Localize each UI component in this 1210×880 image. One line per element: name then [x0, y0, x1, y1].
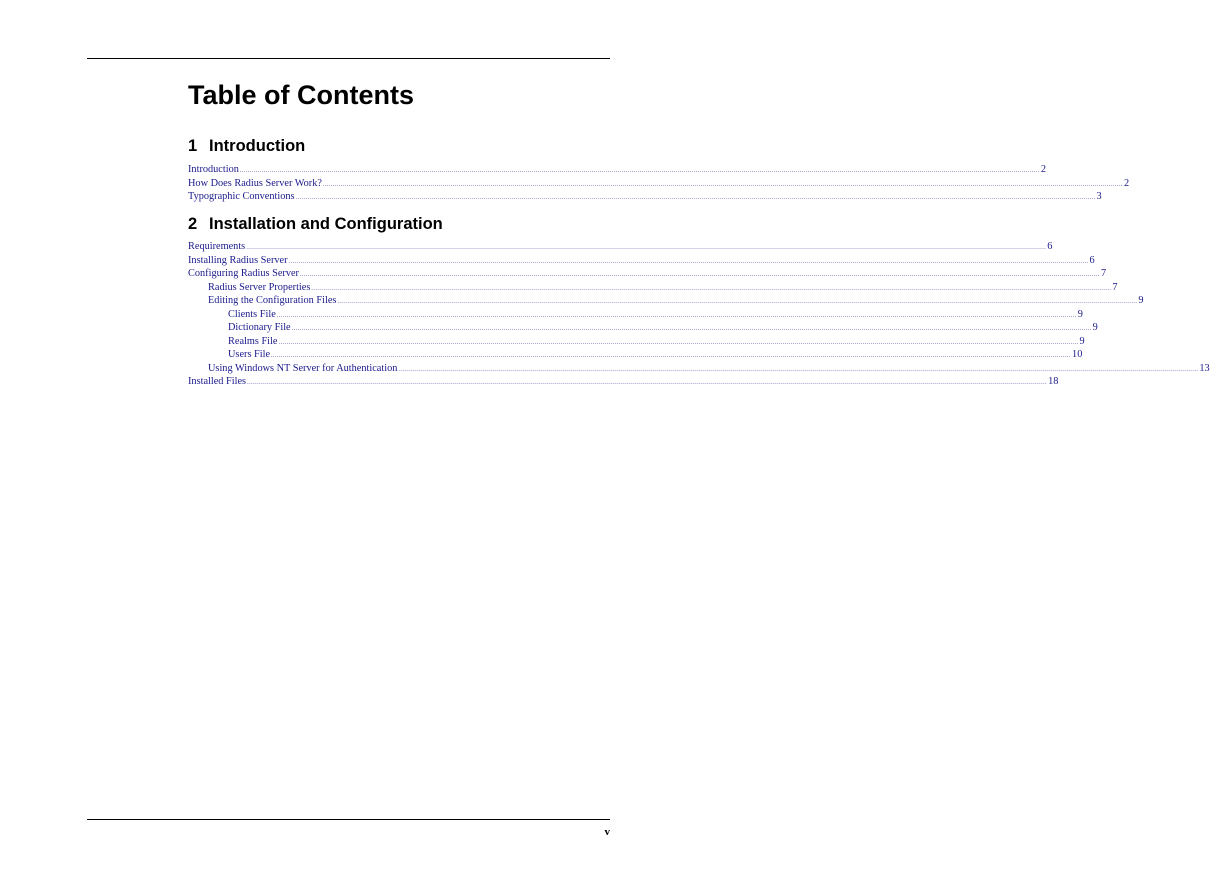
toc-entry-page: 9 — [1138, 295, 1144, 306]
chapter-heading-installation — [188, 215, 443, 234]
toc-entry-page: 10 — [1072, 349, 1083, 360]
toc-entry-page: 2 — [1040, 164, 1047, 175]
leader-dots: ................................................................................................................................................................................................................................................................................................................................................................................................................ — [276, 312, 1077, 319]
page-title: Table of Contents — [188, 80, 414, 110]
leader-dots: ................................................................................................................................................................................................................................................................................................................................................................................................................ — [398, 366, 1199, 373]
leader-dots: ................................................................................................................................................................................................................................................................................................................................................................................................................ — [295, 195, 1096, 201]
leader-dots: ................................................................................................................................................................................................................................................................................................................................................................................................................ — [337, 299, 1138, 305]
chapter-title: Introduction — [209, 137, 306, 155]
toc-entry-page: 9 — [1092, 322, 1098, 333]
toc-entry-label: Editing the Configuration Files — [208, 295, 337, 306]
chapter-number: 1 — [188, 137, 198, 155]
toc-entry[interactable] — [188, 294, 1144, 308]
toc-entry-label: Dictionary File — [228, 322, 291, 333]
toc-entry[interactable] — [188, 348, 1083, 362]
toc-entry[interactable] — [188, 163, 1047, 177]
toc-entry-label: Users File — [228, 349, 271, 360]
toc-entry[interactable] — [188, 362, 1210, 376]
toc-entry-label: Introduction — [188, 164, 239, 175]
toc-entry[interactable] — [188, 308, 1083, 322]
toc-entry-label: Installed Files — [188, 376, 247, 387]
toc-entry-label: Realms File — [228, 335, 278, 347]
toc-entry-label: Requirements — [188, 241, 246, 252]
toc-entry-label: Typographic Conventions — [188, 191, 295, 202]
footer-rule — [87, 819, 610, 820]
leader-dots: ................................................................................................................................................................................................................................................................................................................................................................................................................ — [278, 339, 1079, 346]
leader-dots: ................................................................................................................................................................................................................................................................................................................................................................................................................ — [247, 380, 1048, 386]
leader-dots: ................................................................................................................................................................................................................................................................................................................................................................................................................ — [299, 272, 1100, 278]
toc-entry-page: 6 — [1089, 254, 1095, 266]
toc-entry-page: 2 — [1123, 177, 1130, 189]
toc-entry-label: Radius Server Properties — [208, 281, 311, 293]
toc-list-installation — [188, 240, 1210, 389]
leader-dots: ................................................................................................................................................................................................................................................................................................................................................................................................................ — [246, 245, 1047, 251]
toc-entry-label: Configuring Radius Server — [188, 268, 299, 279]
leader-dots: ................................................................................................................................................................................................................................................................................................................................................................................................................ — [311, 285, 1112, 292]
chapter-number: 2 — [188, 215, 198, 233]
toc-entry[interactable] — [188, 267, 1107, 281]
toc-entry[interactable] — [188, 375, 1059, 389]
chapter-heading-introduction — [188, 137, 305, 156]
toc-entry-page: 3 — [1096, 191, 1102, 202]
toc-entry-page: 9 — [1077, 308, 1083, 320]
toc-entry-label: How Does Radius Server Work? — [188, 177, 322, 189]
leader-dots: ................................................................................................................................................................................................................................................................................................................................................................................................................ — [288, 258, 1089, 265]
toc-entry-page: 7 — [1112, 281, 1118, 293]
toc-entry-label: Clients File — [228, 308, 276, 320]
toc-entry[interactable] — [188, 335, 1085, 349]
leader-dots: ................................................................................................................................................................................................................................................................................................................................................................................................................ — [271, 353, 1072, 359]
toc-entry-page: 7 — [1100, 268, 1107, 279]
leader-dots: ................................................................................................................................................................................................................................................................................................................................................................................................................ — [239, 168, 1040, 174]
toc-entry-label: Using Windows NT Server for Authentication — [208, 362, 398, 374]
toc-entry[interactable] — [188, 177, 1130, 191]
toc-entry[interactable] — [188, 240, 1053, 254]
leader-dots: ................................................................................................................................................................................................................................................................................................................................................................................................................ — [322, 181, 1123, 188]
toc-list-introduction — [188, 163, 1130, 204]
toc-entry[interactable] — [188, 321, 1098, 335]
toc-entry-page: 13 — [1199, 362, 1210, 374]
header-rule — [87, 58, 610, 59]
toc-entry-page: 18 — [1048, 376, 1059, 387]
toc-entry[interactable] — [188, 254, 1095, 268]
toc-entry-page: 9 — [1079, 335, 1085, 347]
chapter-title: Installation and Configuration — [209, 215, 443, 233]
toc-entry[interactable] — [188, 281, 1118, 295]
page-number: v — [604, 826, 610, 838]
toc-entry[interactable] — [188, 190, 1102, 204]
leader-dots: ................................................................................................................................................................................................................................................................................................................................................................................................................ — [291, 326, 1092, 332]
toc-entry-label: Installing Radius Server — [188, 254, 288, 266]
toc-entry-page: 6 — [1047, 241, 1053, 252]
